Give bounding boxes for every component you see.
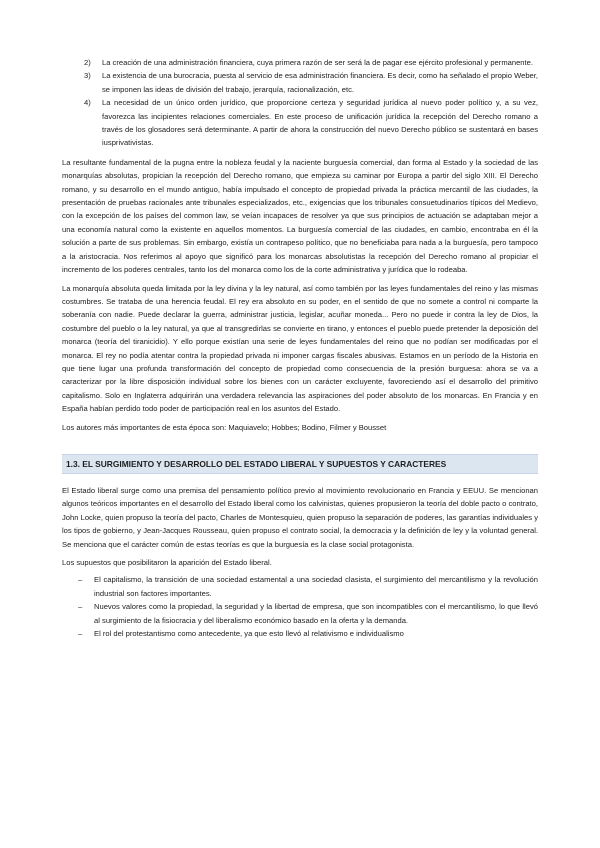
dash-bullet: –: [78, 602, 83, 612]
list-item-text: El capitalismo, la transición de una sociedad estamental a una sociedad clasista, el surgimiento del mercantilismo y la revolución industrial son factores importantes.: [94, 575, 538, 598]
paragraph-burguesia: La resultante fundamental de la pugna entre la nobleza feudal y la naciente burguesía comercial, dan forma al Estado y la sociedad de las monarquías absolutas, propician la recepción del Derecho romano, que empieza su caminar por Europa a partir del siglo XIII. El Derecho romano, y su desarrollo en el mundo antiguo, había impulsado el concepto de propiedad privada la práctica mercantil de las ciudades, la presentación de pruebas racionales ante tribunales especializados, etc., exigencias que los tribunales consuetudinarios típicos del Medievo, con la excepción de los países del common law, se veían incapaces de resolver ya que sus principios de actuación se adaptaban mejor a una economía natural como la existente en aquellos momentos. La burguesía comercial de las ciudades, en cambio, encontraba en él la solución a parte de sus problemas. Sin embargo, existía un contrapeso político, que no beneficiaba para nada a la burguesía, pero tampoco a la aristocracia. Nos referimos al apoyo que significó para los monarcas absolutistas la recepción del Derecho romano al propiciar el incremento de los poderes centrales, tanto los del monarca como los de la corte administrativa y jurídica que lo rodeaba.: [62, 157, 538, 275]
list-item-text: Nuevos valores como la propiedad, la seguridad y la libertad de empresa, que son incompatibles con el mercantilismo, lo que llevó al surgimiento de la fisiocracia y del liberalismo económico basado en la oferta y la demanda.: [94, 602, 538, 625]
list-item: [62, 69, 538, 96]
list-item: [62, 600, 538, 627]
list-item-text: La necesidad de un único orden jurídico, que proporcione certeza y seguridad jurídica al nuevo poder político y, a su vez, favorezca las incipientes relaciones comerciales. En este proceso de unificación jurídica la recepción del Derecho romano a través de los glosadores será determinante. A partir de ahora la construcción del nuevo Derecho público se sustentará en bases iusprivativistas.: [102, 98, 538, 148]
numbered-list: [62, 56, 538, 150]
list-item-text: La existencia de una burocracia, puesta al servicio de esa administración financiera. Es decir, como ha señalado el propio Weber, se imponen las ideas de división del trabajo, jerarquía, racionalización, etc.: [102, 71, 538, 94]
dash-bullet: –: [78, 629, 83, 639]
paragraph-autores: Los autores más importantes de esta época son: Maquiavelo; Hobbes; Bodino, Filmer y Bousset: [62, 422, 387, 432]
dash-list: [62, 573, 538, 640]
list-item: [62, 56, 538, 69]
list-item: [62, 573, 538, 600]
list-item-text: La creación de una administración financiera, cuya primera razón de ser será la de pagar ese ejército profesional y permanente.: [102, 58, 533, 67]
list-item-text: El rol del protestantismo como antecedente, ya que esto llevó al relativismo e individualismo: [94, 629, 404, 639]
list-item: [62, 96, 538, 150]
list-item: [62, 627, 538, 640]
section-heading: 1.3. EL SURGIMIENTO Y DESARROLLO DEL ESTADO LIBERAL Y SUPUESTOS Y CARACTERES: [62, 454, 538, 474]
paragraph-monarquia: La monarquía absoluta queda limitada por la ley divina y la ley natural, así como también por las leyes fundamentales del reino y las mismas costumbres. Se trataba de una herencia feudal. El rey era absoluto en su poder, en el sentido de que no somete a control ni comparte la soberanía con nadie. Puede declarar la guerra, administrar justicia, legislar, acuñar moneda... Pero no puede ir contra la ley de Dios, la costumbre del pueblo o la ley natural, ya que al transgredirlas se convierte en tirano, y entonces el pueblo puede pretender la deposición del monarca (teoría del tiranicidio). Y ello porque existían una serie de leyes fundamentales del reino que no podían ser modificadas por el monarca. El rey no podía atentar contra la propiedad privada ni imponer cargas fiscales abusivas. Estamos en un período de la Historia en que tiene lugar una profunda transformación del concepto de propiedad como consecuencia de la presión burguesa: ahora se va a caracterizar por la libre disposición individual sobre los bienes con un carácter excluyente, favoreciendo así el desarrollo del primitivo capitalismo. Solo en Inglaterra adquirirán una verdadera relevancia las aspiraciones del poder absoluto de los monarcas. En Francia y en España habían perdido todo poder de participación real en los asuntos del Estado.: [62, 283, 538, 414]
paragraph-estado-liberal: El Estado liberal surge como una premisa del pensamiento político previo al movimiento revolucionario en Francia y EEUU. Se mencionan algunos teóricos importantes en el desarrollo del Estado liberal como los calvinistas, quienes propusieron la teoría del doble pacto o contrato, John Locke, quien propuso la teoría del pacto, Charles de Montesquieu, quien propuso la separación de poderes, las garantías individuales y los tipos de gobierno, y Jean-Jacques Rousseau, quien propuso el contrato social, la democracia y la definición de ley y la voluntad general. Se menciona que el carácter común de estas teorías es que la burguesía es la clase social protagonista.: [62, 485, 538, 549]
paragraph-supuestos: Los supuestos que posibilitaron la aparición del Estado liberal.: [62, 558, 272, 567]
list-number: 2): [84, 58, 91, 67]
dash-bullet: –: [78, 575, 83, 585]
list-number: 3): [84, 71, 91, 81]
list-number: 4): [84, 98, 91, 108]
